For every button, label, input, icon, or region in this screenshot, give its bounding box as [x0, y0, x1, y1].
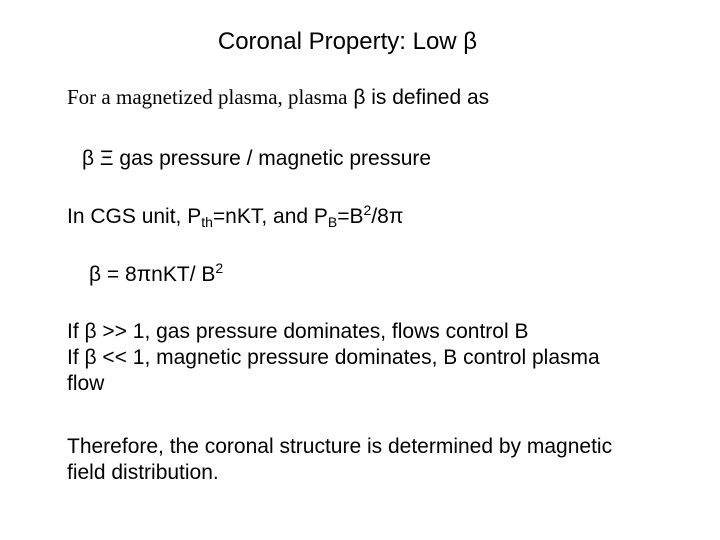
condition-line: If β >> 1, gas pressure dominates, flows control B [67, 320, 529, 343]
cgs-sup-2: 2 [363, 202, 372, 218]
cgs-text-3: =B [337, 205, 364, 228]
conclusion-line: field distribution. [67, 461, 219, 484]
cgs-line [67, 204, 403, 230]
conclusion-paragraph [67, 434, 707, 486]
conclusion-line: Therefore, the coronal structure is determined by magnetic [67, 435, 613, 458]
slide-title: Coronal Property: Low β [217, 28, 478, 55]
intro-text-serif: For a magnetized plasma, plasma [67, 85, 348, 109]
beta-definition: β Ξ gas pressure / magnetic pressure [82, 147, 432, 170]
cgs-sub-b: B [327, 214, 338, 230]
condition-line: flow [67, 372, 105, 395]
cgs-text-4: /8π [371, 205, 404, 228]
beta-formula-text: β = 8πnKT/ B [89, 263, 216, 286]
cgs-text-2: =nKT, and P [212, 205, 328, 228]
beta-formula [89, 262, 223, 288]
condition-line: If β << 1, magnetic pressure dominates, B control plasma [67, 346, 600, 369]
intro-text-rest: β is defined as [353, 86, 490, 109]
cgs-text-1: In CGS unit, P [67, 205, 202, 228]
conditions-paragraph [67, 319, 707, 397]
beta-formula-sup: 2 [215, 260, 224, 276]
intro-line [67, 84, 489, 111]
cgs-sub-th: th [201, 214, 213, 230]
